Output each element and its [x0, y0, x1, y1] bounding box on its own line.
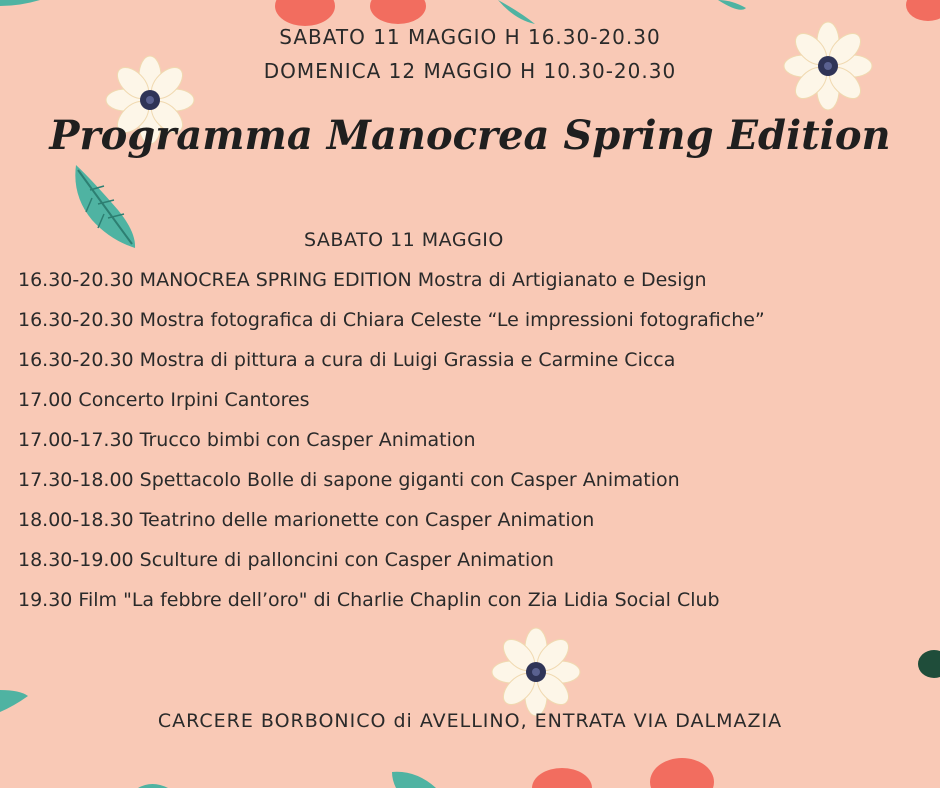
leaf-shape: [0, 690, 28, 712]
schedule-item: 17.30-18.00 Spettacolo Bolle di sapone giganti con Casper Animation: [18, 469, 680, 491]
berry-shape: [906, 0, 940, 21]
schedule-list: [18, 262, 765, 622]
flower-icon: [492, 628, 580, 716]
berry-shape: [650, 758, 714, 788]
venue-address: CARCERE BORBONICO di AVELLINO, ENTRATA VIA DALMAZIA: [157, 710, 783, 732]
schedule-item: 16.30-20.30 Mostra fotografica di Chiara Celeste “Le impressioni fotografiche”: [18, 309, 765, 331]
date-line-saturday: SABATO 11 MAGGIO H 16.30-20.30: [279, 25, 661, 49]
schedule-item: 16.30-20.30 Mostra di pittura a cura di Luigi Grassia e Carmine Cicca: [18, 349, 676, 371]
leaf-shape: [0, 0, 40, 6]
schedule-item: 18.00-18.30 Teatrino delle marionette con Casper Animation: [18, 509, 595, 531]
schedule-item: 18.30-19.00 Sculture di palloncini con Casper Animation: [18, 549, 554, 571]
event-dates: [0, 20, 940, 88]
leaf-icon: [75, 165, 135, 248]
schedule-item: 16.30-20.30 MANOCREA SPRING EDITION Mostra di Artigianato e Design: [18, 269, 707, 291]
schedule-item: 17.00-17.30 Trucco bimbi con Casper Animation: [18, 429, 476, 451]
date-line-sunday: DOMENICA 12 MAGGIO H 10.30-20.30: [263, 59, 677, 83]
leaf-shape: [392, 772, 436, 788]
leaf-shape: [718, 0, 746, 10]
schedule-item: 19.30 Film "La febbre dell’oro" di Charlie Chaplin con Zia Lidia Social Club: [18, 589, 720, 611]
day-heading: SABATO 11 MAGGIO: [304, 229, 504, 251]
berry-shape: [532, 768, 592, 788]
schedule-item: 17.00 Concerto Irpini Cantores: [18, 389, 310, 411]
page-title: Programma Manocrea Spring Edition: [49, 112, 891, 159]
leaf-shape: [138, 784, 168, 788]
leaf-shape: [918, 650, 940, 678]
